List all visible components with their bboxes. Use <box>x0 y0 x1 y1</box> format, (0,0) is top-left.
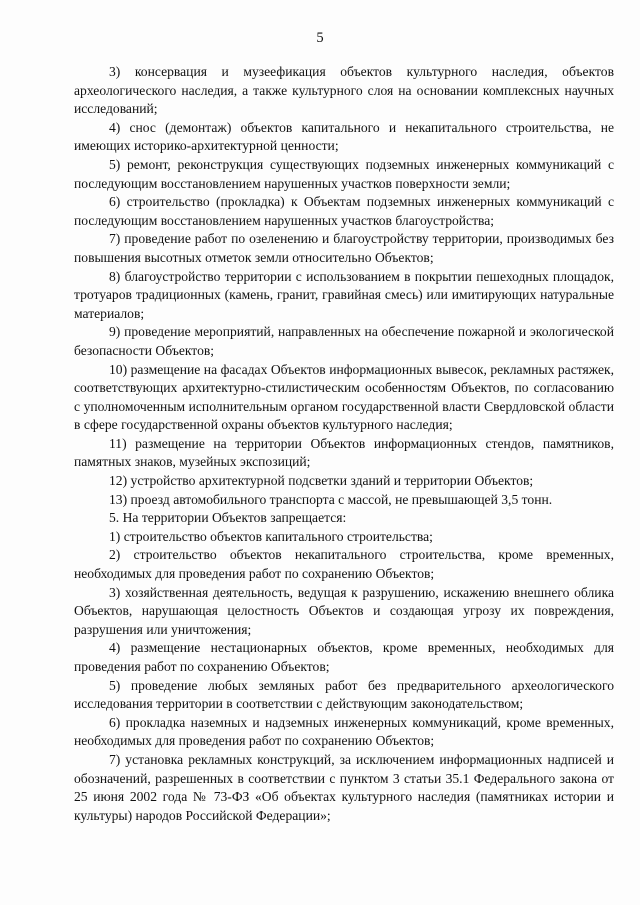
paragraph-item-9: 9) проведение мероприятий, направленных на обеспечение пожарной и экологической безопасности Объектов; <box>74 324 614 358</box>
paragraph-item-5: 5) ремонт, реконструкция существующих подземных инженерных коммуникаций с последующим восстановлением нарушенных участков поверхности земли; <box>74 156 614 191</box>
paragraph-item-13: 13) проезд автомобильного транспорта с массой, не превышающей 3,5 тонн. <box>109 491 553 507</box>
prohibition-item-5: 5) проведение любых земляных работ без предварительного археологического исследования территории в соответствии с действующим законодательством; <box>74 677 614 712</box>
paragraph-item-6: 6) строительство (прокладка) к Объектам подземных инженерных коммуникаций с последующим восстановлением нарушенных участков благоустройства; <box>74 194 614 228</box>
page-number: 5 <box>316 30 324 46</box>
paragraph-item-10: 10) размещение на фасадах Объектов информационных вывесок, рекламных растяжек, соответствующих архитектурно-стилистическим особенностям Объектов, по согласованию с уполномоченным исполнительным органом государственной власти Свердловской области в сфере государственной охраны объектов культурного наследия; <box>74 361 614 433</box>
prohibition-item-7: 7) установка рекламных конструкций, за исключением информационных надписей и обозначений, разрешенных в соответствии с пунктом 3 статьи 35.1 Федерального закона от 25 июня 2002 года № 73-ФЗ «Об объектах культурного наследия (памятниках истории и культуры) народов Российской Федерации»; <box>74 751 614 823</box>
paragraph-item-4: 4) снос (демонтаж) объектов капитального и некапитального строительства, не имеющих историко-архитектурной ценности; <box>74 119 614 154</box>
prohibition-item-4: 4) размещение нестационарных объектов, кроме временных, необходимых для проведения работ по сохранению Объектов; <box>74 640 614 674</box>
prohibition-item-6: 6) прокладка наземных и надземных инженерных коммуникаций, кроме временных, необходимых для проведения работ по сохранению Объектов; <box>74 714 614 749</box>
paragraph-item-8: 8) благоустройство территории с использованием в покрытии пешеходных площадок, тротуаров традиционных (камень, гранит, гравийная смесь) или имитирующих натуральные материалов; <box>74 268 614 321</box>
document-body <box>74 63 614 825</box>
paragraph-item-3: 3) консервация и музеефикация объектов культурного наследия, объектов археологического наследия, а также культурного слоя на основании комплексных научных исследований; <box>74 64 614 117</box>
prohibition-item-3: 3) хозяйственная деятельность, ведущая к разрушению, искажению внешнего облика Объектов, нарушающая целостность Объектов и создающая угрозу их повреждения, разрушения или уничтожения; <box>74 584 614 637</box>
prohibition-item-2: 2) строительство объектов некапитального строительства, кроме временных, необходимых для проведения работ по сохранению Объектов; <box>74 547 614 582</box>
paragraph-item-11: 11) размещение на территории Объектов информационных стендов, памятников, памятных знаков, музейных экспозиций; <box>74 435 614 470</box>
paragraph-item-12: 12) устройство архитектурной подсветки зданий и территории Объектов; <box>109 473 534 489</box>
section-heading-prohibitions: 5. На территории Объектов запрещается: <box>109 510 347 526</box>
paragraph-item-7: 7) проведение работ по озеленению и благоустройству территории, производимых без повышения высотных отметок земли относительно Объектов; <box>74 231 614 265</box>
prohibition-item-1: 1) строительство объектов капитального строительства; <box>109 528 433 544</box>
